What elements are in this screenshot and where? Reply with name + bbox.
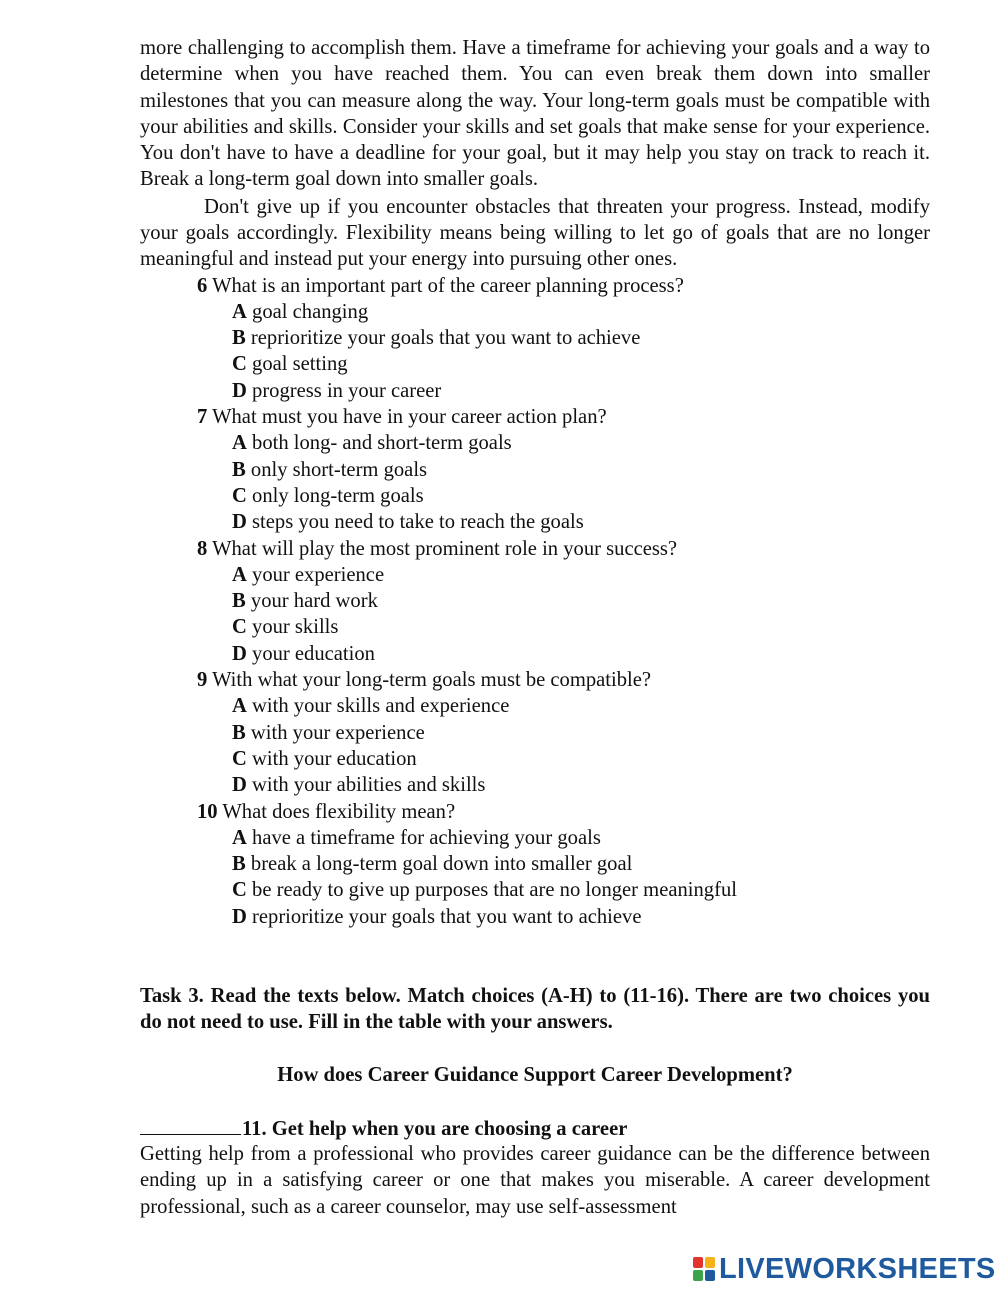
logo-square-icon — [705, 1257, 715, 1268]
question-text: What does flexibility mean? — [217, 800, 456, 823]
logo-square-icon — [693, 1257, 703, 1268]
option-text: have a timeframe for achieving your goals — [246, 826, 601, 849]
option-letter: B — [232, 327, 246, 350]
option-text: both long- and short-term goals — [246, 432, 512, 455]
item-11-heading — [140, 1115, 627, 1142]
passage-paragraph-2: Don't give up if you encounter obstacles that threaten your progress. Instead, modify your goals accordingly. Flexibility means being willing to let go of goals that are no longer meaningful and instead put your energy into pursuing other ones. — [140, 195, 930, 271]
option-letter: C — [232, 484, 247, 507]
option-letter: C — [232, 616, 247, 639]
option-a[interactable] — [232, 562, 384, 588]
option-d[interactable] — [232, 378, 441, 404]
option-letter: A — [232, 826, 247, 849]
option-a[interactable] — [232, 299, 368, 325]
option-c[interactable] — [232, 351, 348, 377]
logo-square-icon — [693, 1270, 703, 1281]
option-letter: D — [232, 379, 247, 402]
question-7 — [197, 404, 607, 430]
question-9 — [197, 667, 651, 693]
option-letter: A — [232, 432, 247, 455]
option-letter: C — [232, 353, 247, 376]
option-text: your education — [246, 642, 375, 665]
option-text: only short-term goals — [245, 458, 428, 481]
option-b[interactable] — [232, 720, 425, 746]
question-number: 8 — [197, 537, 208, 560]
option-text: be ready to give up purposes that are no longer meaningful — [246, 879, 737, 902]
option-text: steps you need to take to reach the goals — [246, 511, 584, 534]
item-11-paragraph: Getting help from a professional who provides career guidance can be the difference between ending up in a satisfying career or one that makes you miserable. A career development professional, such as a career counselor, may use self-assessment — [140, 1143, 930, 1218]
option-letter: B — [232, 721, 246, 744]
question-number: 6 — [197, 274, 208, 297]
question-number: 9 — [197, 669, 208, 691]
section-heading: How does Career Guidance Support Career Development? — [277, 1064, 793, 1086]
option-text: your skills — [246, 616, 339, 639]
passage-paragraph-1: more challenging to accomplish them. Have a timeframe for achieving your goals and a way to determine when you have reached them. You can even break them down into smaller milestones that you can measure along the way. Your long-term goals must be compatible with your abilities and skills. Consider your skills and set goals that make sense for your experience. You don't have to have a deadline for your goal, but it may help you stay on track to reach it. Break a long-term goal down into smaller goals. — [140, 37, 930, 191]
option-text: your hard work — [245, 590, 378, 613]
option-c[interactable] — [232, 614, 338, 640]
option-text: goal setting — [246, 353, 348, 376]
option-b[interactable] — [232, 851, 632, 877]
option-d[interactable] — [232, 641, 375, 667]
option-d[interactable] — [232, 509, 584, 535]
option-d[interactable] — [232, 904, 641, 930]
question-6 — [197, 273, 684, 299]
option-letter: B — [232, 853, 246, 876]
question-10 — [197, 799, 455, 825]
option-letter: A — [232, 563, 247, 586]
option-b[interactable] — [232, 325, 640, 351]
option-b[interactable] — [232, 588, 378, 614]
option-letter: C — [232, 747, 247, 770]
option-letter: A — [232, 300, 247, 323]
option-a[interactable] — [232, 693, 509, 719]
option-b[interactable] — [232, 457, 427, 483]
question-text: What must you have in your career action plan? — [207, 406, 607, 428]
question-text: What will play the most prominent role in your success? — [207, 537, 678, 560]
option-text: your experience — [246, 563, 385, 586]
option-letter: D — [232, 642, 247, 665]
option-c[interactable] — [232, 877, 737, 903]
logo-mark-icon — [693, 1257, 715, 1281]
question-number: 10 — [197, 800, 218, 823]
option-text: progress in your career — [246, 379, 442, 402]
task-3-instruction: Task 3. Read the texts below. Match choices (A-H) to (11-16). There are two choices you do not need to use. Fill in the table with your answers. — [140, 985, 930, 1034]
option-letter: D — [232, 511, 247, 534]
logo-text: LIVEWORKSHEETS — [719, 1252, 996, 1285]
item-11-title: 11. Get help when you are choosing a career — [242, 1118, 628, 1140]
option-text: with your abilities and skills — [246, 774, 486, 797]
option-text: goal changing — [246, 300, 369, 323]
logo-square-icon — [705, 1270, 715, 1281]
answer-blank-11[interactable] — [140, 1115, 241, 1135]
option-a[interactable] — [232, 430, 512, 456]
option-text: only long-term goals — [246, 484, 424, 507]
option-text: reprioritize your goals that you want to achieve — [246, 905, 642, 928]
option-c[interactable] — [232, 746, 417, 772]
question-text: What is an important part of the career planning process? — [207, 274, 684, 297]
liveworksheets-logo[interactable] — [693, 1252, 996, 1286]
question-8 — [197, 536, 677, 562]
option-letter: C — [232, 879, 247, 902]
option-letter: A — [232, 695, 247, 718]
option-text: with your education — [246, 747, 417, 770]
question-number: 7 — [197, 406, 208, 428]
question-text: With what your long-term goals must be compatible? — [207, 669, 652, 691]
option-letter: B — [232, 458, 246, 481]
option-text: break a long-term goal down into smaller goal — [245, 853, 633, 876]
option-text: with your skills and experience — [246, 695, 510, 718]
option-a[interactable] — [232, 825, 601, 851]
option-text: reprioritize your goals that you want to achieve — [245, 327, 641, 350]
option-letter: D — [232, 774, 247, 797]
option-text: with your experience — [245, 721, 425, 744]
option-d[interactable] — [232, 772, 485, 798]
option-c[interactable] — [232, 483, 424, 509]
option-letter: D — [232, 905, 247, 928]
option-letter: B — [232, 590, 246, 613]
